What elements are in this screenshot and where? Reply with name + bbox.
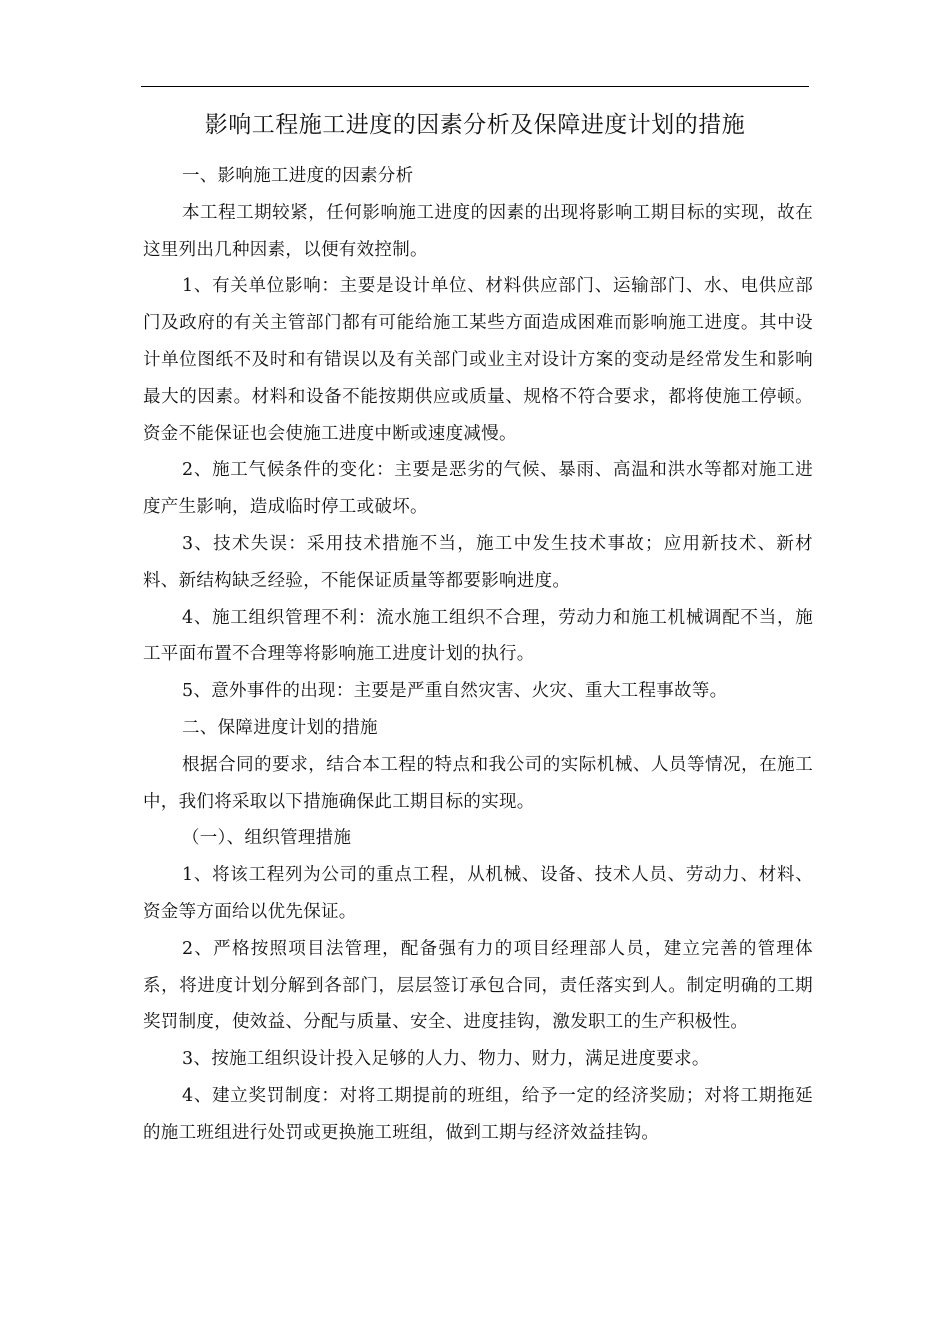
subsection-heading-1: （一）、组织管理措施 (182, 828, 352, 849)
paragraph-measure-2: 2、严格按照项目法管理，配备强有力的项目经理部人员，建立完善的管理体系，将进度计划分解到各部门，层层签订承包合同，责任落实到人。制定明确的工期奖罚制度，使效益、分配与质量、安全、进度挂钩，激发职工的生产积极性。 (143, 938, 813, 1033)
paragraph-measure-1: 1、将该工程列为公司的重点工程，从机械、设备、技术人员、劳动力、材料、资金等方面给以优先保证。 (143, 865, 813, 922)
paragraph-measures-intro: 根据合同的要求，结合本工程的特点和我公司的实际机械、人员等情况，在施工中，我们将采取以下措施确保此工期目标的实现。 (143, 754, 813, 812)
paragraph-measure-3: 3、按施工组织设计投入足够的人力、物力、财力，满足进度要求。 (182, 1049, 710, 1070)
paragraph-item-4: 4、施工组织管理不利：流水施工组织不合理，劳动力和施工机械调配不当，施工平面布置不合理等将影响施工进度计划的执行。 (143, 607, 813, 665)
paragraph-item-1: 1、有关单位影响：主要是设计单位、材料供应部门、运输部门、水、电供应部门及政府的有关主管部门都有可能给施工某些方面造成困难而影响施工进度。其中设计单位图纸不及时和有错误以及有关部门或业主对设计方案的变动是经常发生和影响最大的因素。材料和设备不能按期供应或质量、规格不符合要求，都将使施工停顿。资金不能保证也会使施工进度中断或速度减慢。 (143, 276, 813, 444)
document-body (143, 158, 813, 1152)
paragraph-item-3: 3、技术失误：采用技术措施不当，施工中发生技术事故；应用新技术、新材料、新结构缺乏经验，不能保证质量等都要影响进度。 (143, 533, 813, 591)
paragraph-item-5: 5、意外事件的出现：主要是严重自然灾害、火灾、重大工程事故等。 (182, 681, 728, 702)
section-heading-1: 一、影响施工进度的因素分析 (182, 166, 414, 186)
paragraph-measure-4: 4、建立奖罚制度：对将工期提前的班组，给予一定的经济奖励；对将工期拖延的施工班组进行处罚或更换施工班组，做到工期与经济效益挂钩。 (143, 1085, 813, 1143)
paragraph-item-2: 2、施工气候条件的变化：主要是恶劣的气候、暴雨、高温和洪水等都对施工进度产生影响，造成临时停工或破坏。 (143, 460, 813, 518)
header-rule (141, 86, 809, 87)
document-title: 影响工程施工进度的因素分析及保障进度计划的措施 (204, 112, 746, 138)
paragraph-intro: 本工程工期较紧，任何影响施工进度的因素的出现将影响工期目标的实现，故在这里列出几种因素，以便有效控制。 (143, 202, 813, 260)
section-heading-2: 二、保障进度计划的措施 (182, 717, 378, 738)
